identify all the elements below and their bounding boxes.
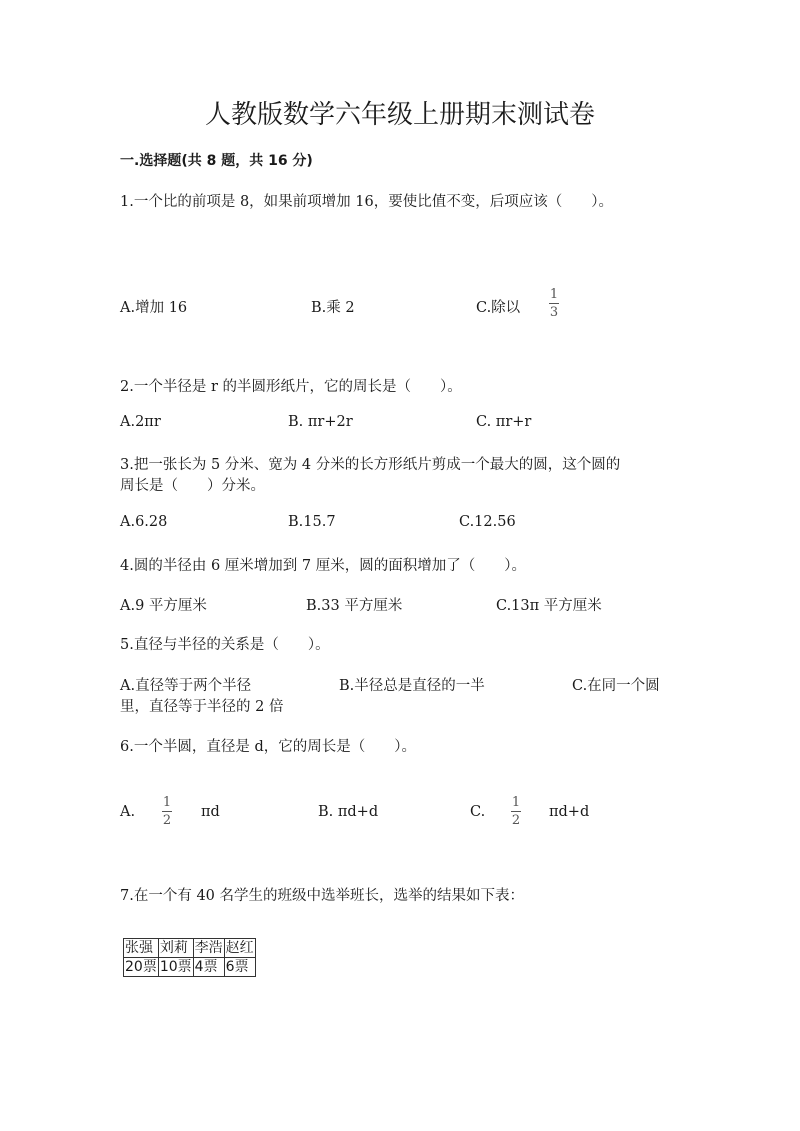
fraction-numerator: 1 (162, 795, 172, 810)
table-header-row (124, 939, 256, 958)
table-header-cell: 赵红 (225, 940, 254, 956)
table-header-cell: 张强 (124, 939, 159, 958)
question-5-option-a: A.直径等于两个半径 (120, 678, 252, 694)
question-4-option-a: A.9 平方厘米 (120, 598, 207, 614)
question-1-option-c: C.除以 (476, 300, 521, 316)
question-3-option-b: B.15.7 (288, 514, 336, 530)
table-cell: 6票 (224, 958, 255, 977)
table-header-cell: 刘莉 (158, 939, 193, 958)
question-6-option-c-suffix: πd+d (549, 804, 590, 820)
question-3-option-c: C.12.56 (459, 514, 516, 530)
page-title: 人教版数学六年级上册期末测试卷 (204, 100, 595, 130)
question-6-option-a-label: A. (120, 804, 136, 820)
question-4-option-c: C.13π 平方厘米 (496, 598, 602, 614)
fraction-bar (549, 303, 559, 304)
fraction-numerator: 1 (549, 287, 559, 302)
question-6-option-a-fraction (162, 796, 172, 827)
fraction-bar (511, 811, 521, 812)
question-5-option-c: C.在同一个圆 (572, 678, 660, 694)
question-2-option-a: A.2πr (120, 414, 161, 430)
table-header-cell: 李浩 (194, 940, 223, 956)
question-6-option-c-fraction (511, 796, 521, 827)
question-3-stem-line-1: 3.把一张长为 5 分米、宽为 4 分米的长方形纸片剪成一个最大的圆，这个圆的 (120, 457, 621, 473)
question-1-option-a: A.增加 16 (120, 300, 188, 316)
table-cell: 20票 (125, 959, 157, 975)
question-6-stem: 6.一个半圆，直径是 d，它的周长是（ ）。 (120, 739, 416, 755)
question-7-stem: 7.在一个有 40 名学生的班级中选举班长，选举的结果如下表： (120, 888, 525, 904)
table-cell: 10票 (159, 959, 192, 975)
fraction-bar (162, 811, 172, 812)
question-5-stem: 5.直径与半径的关系是（ ）。 (120, 637, 330, 653)
question-2-option-c: C. πr+r (476, 414, 532, 430)
fraction-numerator: 1 (511, 795, 521, 810)
question-1-option-b: B.乘 2 (311, 300, 355, 316)
question-3-option-a: A.6.28 (120, 514, 168, 530)
question-6-option-a-suffix: πd (201, 804, 220, 820)
question-3-stem-line-2: 周长是（ ）分米。 (120, 478, 265, 494)
table-row (124, 958, 256, 977)
vote-results-table (123, 938, 256, 977)
question-4-stem: 4.圆的半径由 6 厘米增加到 7 厘米，圆的面积增加了（ ）。 (120, 558, 526, 574)
question-5-option-b: B.半径总是直径的一半 (339, 678, 485, 694)
question-5-option-c-continued: 里，直径等于半径的 2 倍 (120, 699, 284, 715)
table-cell: 4票 (193, 958, 224, 977)
question-4-option-b: B.33 平方厘米 (306, 598, 403, 614)
fraction-denominator: 3 (549, 305, 559, 320)
question-2-option-b: B. πr+2r (288, 414, 353, 430)
question-2-stem: 2.一个半径是 r 的半圆形纸片，它的周长是（ ）。 (120, 379, 462, 395)
question-6-option-b: B. πd+d (318, 804, 379, 820)
section-heading: 一.选择题(共 8 题，共 16 分) (120, 153, 313, 169)
question-6-option-c-label: C. (470, 804, 486, 820)
fraction-denominator: 2 (162, 813, 172, 828)
question-1-stem: 1.一个比的前项是 8，如果前项增加 16，要使比值不变，后项应该（ ）。 (120, 194, 613, 210)
question-1-fraction (549, 288, 559, 319)
fraction-denominator: 2 (511, 813, 521, 828)
